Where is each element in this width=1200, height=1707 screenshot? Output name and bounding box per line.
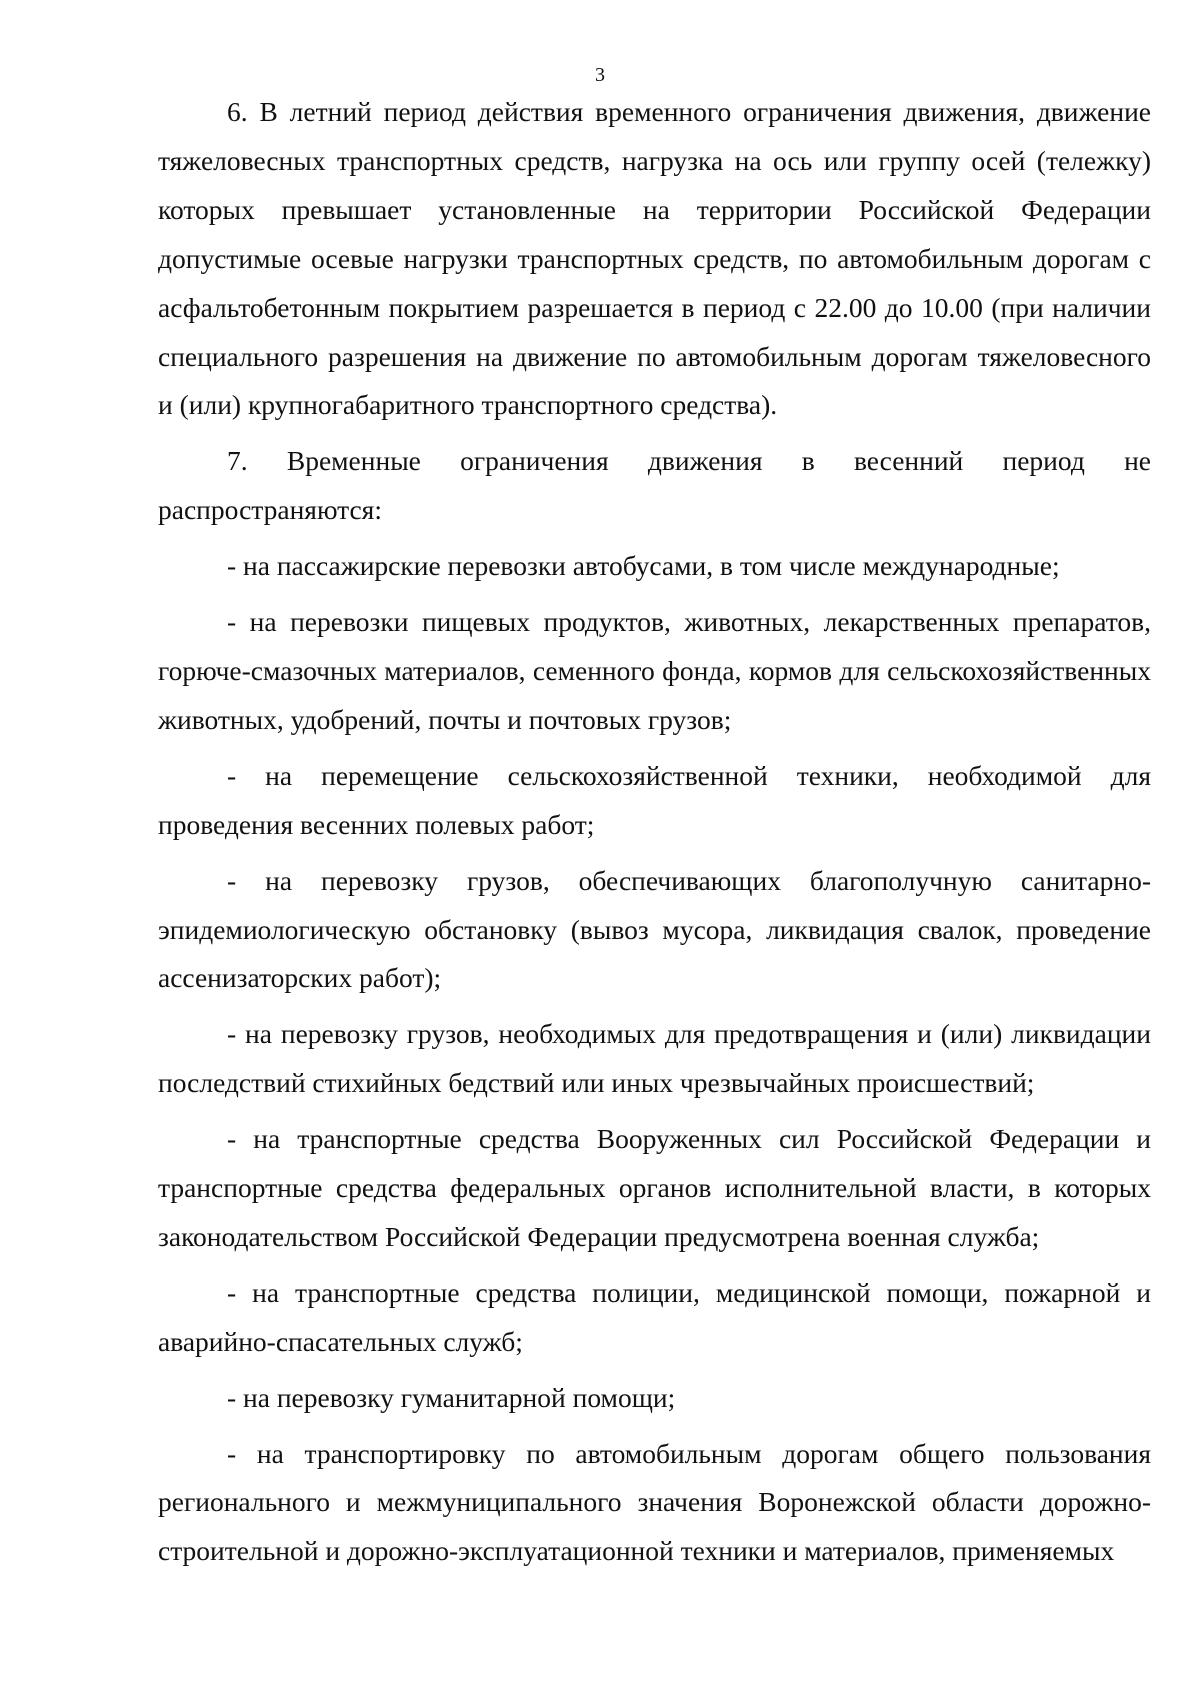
list-item-military-vehicles: - на транспортные средства Вооруженных сил Российской Федерации и транспортные средства федеральных органов исполнительной власти, в которых законодательством Российской Федерации предусмотрена военная служба; [158, 1123, 1151, 1252]
list-item-humanitarian-aid: - на перевозку гуманитарной помощи; [227, 1381, 676, 1413]
paragraph-exemptions-intro: 7. Временные ограничения движения в весенний период не распространяются: [158, 445, 1151, 526]
list-item-passenger-buses: - на пассажирские перевозки автобусами, в том числе международные; [227, 550, 1060, 582]
list-item-sanitary-cargo: - на перевозку грузов, обеспечивающих благополучную санитарно-эпидемиологическую обстановку (вывоз мусора, ликвидация свалок, проведение ассенизаторских работ); [158, 864, 1151, 994]
list-item-food-and-supplies: - на перевозки пищевых продуктов, животных, лекарственных препаратов, горюче-смазочных материалов, семенного фонда, кормов для сельскохозяйственных животных, удобрений, почты и почтовых грузов; [158, 606, 1151, 735]
document-body [158, 88, 1151, 1576]
page-number: 3 [595, 64, 605, 86]
list-item-road-construction-equipment: - на транспортировку по автомобильным дорогам общего пользования регионального и межмуниципального значения Воронежской области дорожно-строительной и дорожно-эксплуатационной техники и материалов, применяемых [158, 1437, 1151, 1567]
paragraph-summer-restriction: 6. В летний период действия временного ограничения движения, движение тяжеловесных транспортных средств, нагрузка на ось или группу осей (тележку) которых превышает установленные на территории Российской Федерации допустимые осевые нагрузки транспортных средств, по автомобильным дорогам с асфальтобетонным покрытием разрешается в период с 22.00 до 10.00 (при наличии специального разрешения на движение по автомобильным дорогам тяжеловесного и (или) крупногабаритного транспортного средства). [158, 96, 1151, 421]
list-item-emergency-services: - на транспортные средства полиции, медицинской помощи, пожарной и аварийно-спасательных служб; [158, 1276, 1151, 1357]
list-item-emergency-cargo: - на перевозку грузов, необходимых для предотвращения и (или) ликвидации последствий стихийных бедствий или иных чрезвычайных происшествий; [158, 1018, 1151, 1099]
list-item-agricultural-machinery: - на перемещение сельскохозяйственной техники, необходимой для проведения весенних полевых работ; [158, 759, 1151, 840]
